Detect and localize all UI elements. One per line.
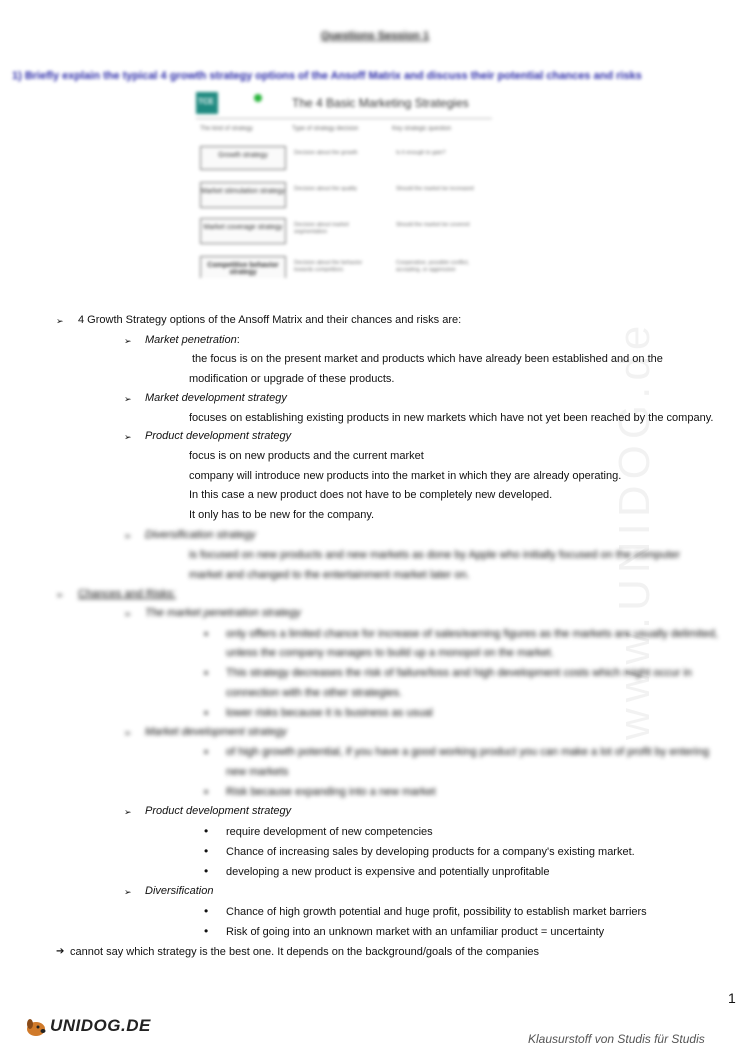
watermark: www.UNIDOG.de bbox=[610, 319, 659, 740]
cr-diversification-label: Diversification bbox=[145, 885, 214, 897]
question-1: 1) Briefly explain the typical 4 growth strategy options of the Ansoff Matrix and discuss their potential chances and risks bbox=[12, 70, 642, 82]
cr-mp-bullet-1a: only offers a limited chance for increase of sales/earning figures as the markets are usually delimited, bbox=[226, 628, 718, 640]
bullet-dot: • bbox=[204, 864, 209, 878]
figure-green-dot bbox=[254, 94, 262, 102]
footer-slogan: Klausurstoff von Studis für Studis bbox=[528, 1032, 705, 1046]
cr-mp-bullet-3: lower risks because it is business as usual bbox=[226, 707, 433, 719]
bullet-dot: • bbox=[204, 924, 209, 938]
market-development-label: Market development strategy bbox=[145, 392, 287, 404]
figure-row-3-c2: Should the market be covered bbox=[396, 222, 470, 228]
cr-pd-bullet-2: Chance of increasing sales by developing products for a company's existing market. bbox=[226, 846, 635, 858]
arrowhead-bullet: ➢ bbox=[124, 807, 132, 817]
figure-row-2-c1: Decision about the quality bbox=[294, 186, 357, 192]
bullet-dot: • bbox=[204, 824, 209, 838]
pd-text-1: focus is on new products and the current market bbox=[189, 450, 424, 462]
cr-product-development-label: Product development strategy bbox=[145, 805, 292, 817]
figure-row-4-c2: Cooperative, possible conflict, accepting, or aggressive bbox=[396, 260, 470, 273]
page-number: 1 bbox=[728, 990, 736, 1006]
cr-div-bullet-2: Risk of going into an unknown market with an unfamiliar product = uncertainty bbox=[226, 926, 605, 938]
div-text-1: is focused on new products and new markets as done by Apple who initially focused on the computer bbox=[189, 549, 681, 561]
figure-row-2-box: Market stimulation strategy bbox=[200, 182, 286, 208]
mp-text-1: the focus is on the present market and products which have already been established and on the bbox=[192, 353, 663, 365]
figure-row-1-box: Growth strategy bbox=[200, 146, 286, 170]
arrowhead-bullet: ➢ bbox=[124, 531, 132, 541]
ansoff-figure bbox=[192, 88, 494, 278]
bullet-dot: • bbox=[204, 745, 209, 759]
pd-text-4: It only has to be new for the company. bbox=[189, 509, 375, 521]
bullet-dot: • bbox=[204, 706, 209, 720]
figure-row-2-c2: Should the market be increased bbox=[396, 186, 474, 192]
cr-market-penetration-label: The market penetration strategy bbox=[145, 607, 301, 619]
arrowhead-bullet: ➢ bbox=[124, 887, 132, 897]
cr-md-bullet-1b: new markets bbox=[226, 766, 289, 778]
conclusion-arrow-icon: ➔ bbox=[56, 946, 65, 957]
diversification-label: Diversification strategy bbox=[145, 529, 256, 541]
market-penetration-label: Market penetration bbox=[145, 334, 237, 346]
figure-row-1-c2: Is it enough to gain? bbox=[396, 150, 446, 156]
figure-title: The 4 Basic Marketing Strategies bbox=[292, 96, 469, 110]
arrowhead-bullet: ➢ bbox=[56, 316, 64, 326]
chances-risks-heading: Chances and Risks: bbox=[78, 588, 176, 600]
bullet-dot: • bbox=[204, 666, 209, 680]
figure-row-3-c1: Decision about market segmentation bbox=[294, 222, 349, 235]
figure-row-4-c1: Decision about the behavior towards competitors bbox=[294, 260, 363, 273]
conclusion-text: cannot say which strategy is the best one. It depends on the background/goals of the companies bbox=[70, 946, 540, 958]
pd-text-3: In this case a new product does not have to be completely new developed. bbox=[189, 489, 553, 501]
dog-logo-icon bbox=[24, 1016, 48, 1038]
pd-text-2: company will introduce new products into the market in which they are already operating. bbox=[189, 470, 622, 482]
bullet-dot: • bbox=[204, 844, 209, 858]
figure-col-header-2: Type of strategy decision bbox=[292, 126, 359, 132]
bullet-dot: • bbox=[204, 785, 209, 799]
arrowhead-bullet: ➢ bbox=[124, 336, 132, 346]
arrowhead-bullet: ➢ bbox=[124, 394, 132, 404]
figure-row-4-box: Competitive behavior strategy bbox=[200, 256, 286, 278]
figure-row-1-c1: Decision about the growth bbox=[294, 150, 358, 156]
market-penetration-heading bbox=[145, 333, 240, 347]
cr-pd-bullet-1: require development of new competencies bbox=[226, 826, 433, 838]
bullet-dot: • bbox=[204, 627, 209, 641]
market-penetration-colon: : bbox=[236, 334, 240, 346]
brand-logo: UNIDOG.DE bbox=[50, 1016, 151, 1035]
cr-div-bullet-1: Chance of high growth potential and huge profit, possibility to establish market barriers bbox=[226, 906, 647, 918]
div-text-2: market and changed to the entertainment market later on. bbox=[189, 569, 470, 581]
mp-text-2: modification or upgrade of these products. bbox=[189, 373, 395, 385]
arrowhead-bullet: ➢ bbox=[124, 609, 132, 619]
product-development-label: Product development strategy bbox=[145, 430, 292, 442]
figure-col-header-3: Key strategic question bbox=[392, 126, 452, 132]
figure-col-header-1: The kind of strategy bbox=[200, 126, 253, 132]
arrowhead-bullet: ➢ bbox=[56, 590, 64, 600]
arrowhead-bullet: ➢ bbox=[124, 728, 132, 738]
cr-mp-bullet-1b: unless the company manages to build up a monopol on the market. bbox=[226, 647, 554, 659]
figure-row-3-box: Market coverage strategy bbox=[200, 218, 286, 244]
intro-text: 4 Growth Strategy options of the Ansoff Matrix and their chances and risks are: bbox=[78, 314, 462, 326]
bullet-dot: • bbox=[204, 904, 209, 918]
cr-md-bullet-1a: of high growth potential, if you have a good working product you can make a lot of profit by entering bbox=[226, 746, 710, 758]
figure-logo bbox=[196, 92, 218, 114]
cr-pd-bullet-3: developing a new product is expensive and potentially unprofitable bbox=[226, 866, 550, 878]
cr-market-development-label: Market development strategy bbox=[145, 726, 287, 738]
page-title: Questions Session 1 bbox=[320, 30, 430, 42]
arrowhead-bullet: ➢ bbox=[124, 432, 132, 442]
cr-mp-bullet-2a: This strategy decreases the risk of failure/loss and high development costs which might occur in bbox=[226, 667, 692, 679]
cr-md-bullet-2: Risk because expanding into a new market bbox=[226, 786, 436, 798]
md-text-1: focuses on establishing existing products in new markets which have not yet been reached by the company. bbox=[189, 412, 714, 424]
cr-mp-bullet-2b: connection with the other strategies. bbox=[226, 687, 403, 699]
figure-divider bbox=[196, 118, 492, 119]
figure-logo-text: TCE bbox=[198, 97, 214, 106]
